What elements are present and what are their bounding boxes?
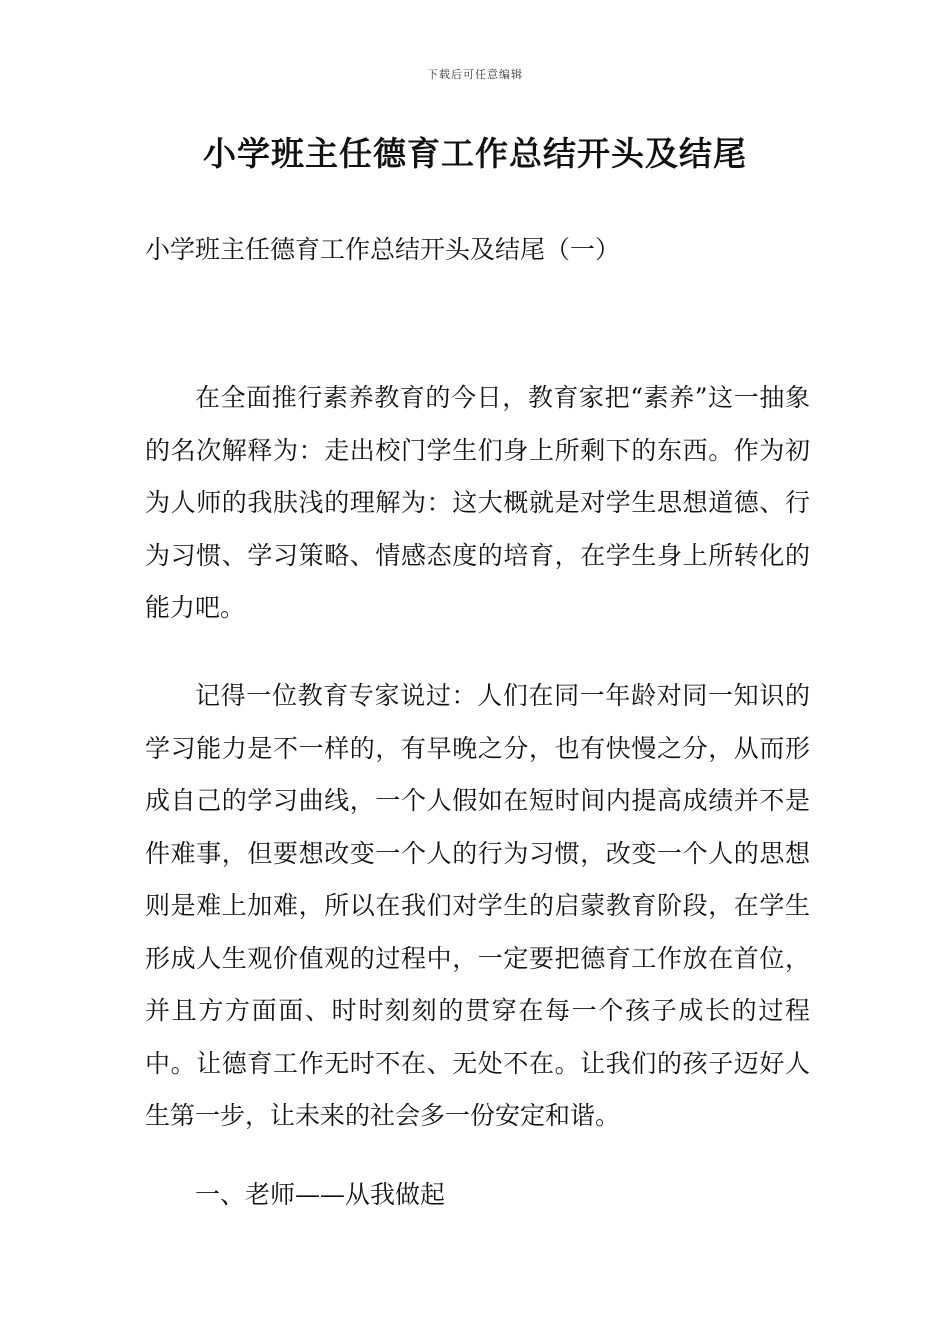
body-paragraph-1: 在全面推行素养教育的今日，教育家把“素养”这一抽象的名次解释为：走出校门学生们身上所剩下的东西。作为初为人师的我肤浅的理解为：这大概就是对学生思想道德、行为习惯、学习策略、情感态度的培育，在学生身上所转化的能力吧。 (145, 383, 810, 622)
document-subtitle: 小学班主任德育工作总结开头及结尾（一） (145, 235, 621, 264)
document-title: 小学班主任德育工作总结开头及结尾 (203, 134, 747, 173)
section-heading-1: 一、老师——从我做起 (195, 1180, 446, 1209)
header-note: 下载后可任意编辑 (427, 68, 523, 81)
body-paragraph-2: 记得一位教育专家说过：人们在同一年龄对同一知识的学习能力是不一样的，有早晚之分，也有快慢之分，从而形成自己的学习曲线，一个人假如在短时间内提高成绩并不是件难事，但要想改变一个人的行为习惯，改变一个人的思想则是难上加难，所以在我们对学生的启蒙教育阶段，在学生形成人生观价值观的过程中，一定要把德育工作放在首位，并且方方面面、时时刻刻的贯穿在每一个孩子成长的过程中。让德育工作无时不在、无处不在。让我们的孩子迈好人生第一步，让未来的社会多一份安定和谐。 (145, 681, 810, 1130)
